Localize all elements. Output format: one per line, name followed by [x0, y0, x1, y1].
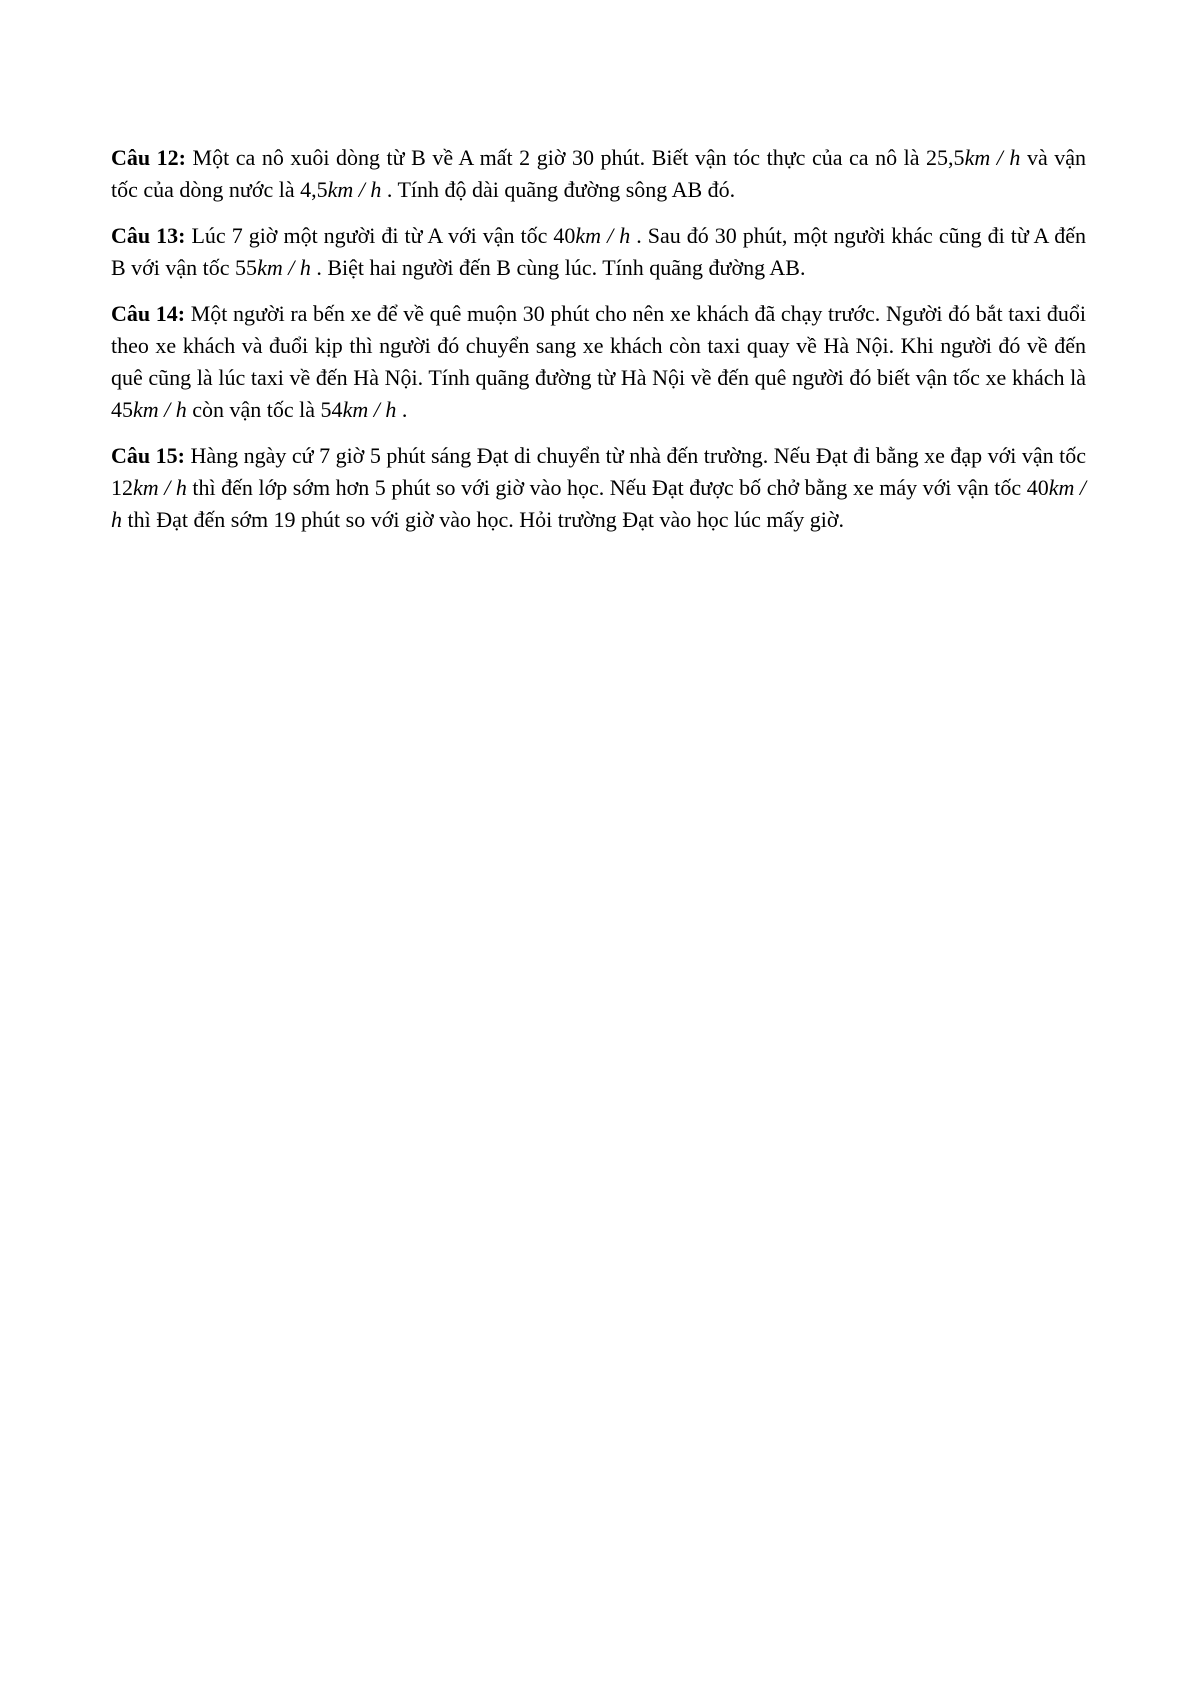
- speed-unit: km / h: [133, 397, 187, 422]
- speed-unit: km / h: [111, 475, 1087, 532]
- question-text: Lúc 7 giờ một người đi từ A với vận tốc 40: [185, 223, 576, 248]
- speed-unit: km / h: [575, 223, 631, 248]
- question-list: [111, 142, 1086, 550]
- question-label: Câu 13:: [111, 223, 186, 248]
- speed-unit: km / h: [327, 177, 382, 202]
- question-text: . Biệt hai người đến B cùng lúc. Tính quãng đường AB.: [310, 255, 806, 280]
- question-15: [111, 440, 1086, 536]
- question-text: Một người ra bến xe để về quê muộn 30 phút cho nên xe khách đã chạy trước. Người đó bắt taxi đuổi theo xe khách và đuổi kịp thì người đó chuyển sang xe khách còn taxi quay về Hà Nội. Khi người đó về đến quê cũng là lúc taxi về đến Hà Nội. Tính quãng đường từ Hà Nội về đến quê người đó biết vận tốc xe khách là 45: [111, 301, 1086, 422]
- question-12: [111, 142, 1086, 206]
- question-14: [111, 298, 1086, 426]
- question-label: Câu 12:: [111, 145, 186, 170]
- question-text: . Sau đó 30 phút, một người khác cũng đi từ A đến B với vận tốc 55: [111, 223, 1087, 280]
- speed-unit: km / h: [342, 397, 397, 422]
- question-text: Hàng ngày cứ 7 giờ 5 phút sáng Đạt di chuyển từ nhà đến trường. Nếu Đạt đi bằng xe đạp với vận tốc 12: [111, 443, 1086, 500]
- question-text: còn vận tốc là 54: [186, 397, 343, 422]
- question-label: Câu 14:: [111, 301, 186, 326]
- speed-unit: km / h: [133, 475, 187, 500]
- speed-unit: km / h: [257, 255, 311, 280]
- question-text: Một ca nô xuôi dòng từ B về A mất 2 giờ 30 phút. Biết vận tóc thực của ca nô là 25,5: [186, 145, 965, 170]
- question-text: thì đến lớp sớm hơn 5 phút so với giờ vào học. Nếu Đạt được bố chở bằng xe máy với vận tốc 40: [186, 475, 1049, 500]
- question-text: thì Đạt đến sớm 19 phút so với giờ vào học. Hỏi trường Đạt vào học lúc mấy giờ.: [122, 507, 845, 532]
- question-text: .: [396, 397, 408, 422]
- question-13: [111, 220, 1086, 284]
- speed-unit: km / h: [964, 145, 1021, 170]
- question-label: Câu 15:: [111, 443, 185, 468]
- question-text: . Tính độ dài quãng đường sông AB đó.: [381, 177, 736, 202]
- question-text: và vận tốc của dòng nước là 4,5: [111, 145, 1087, 202]
